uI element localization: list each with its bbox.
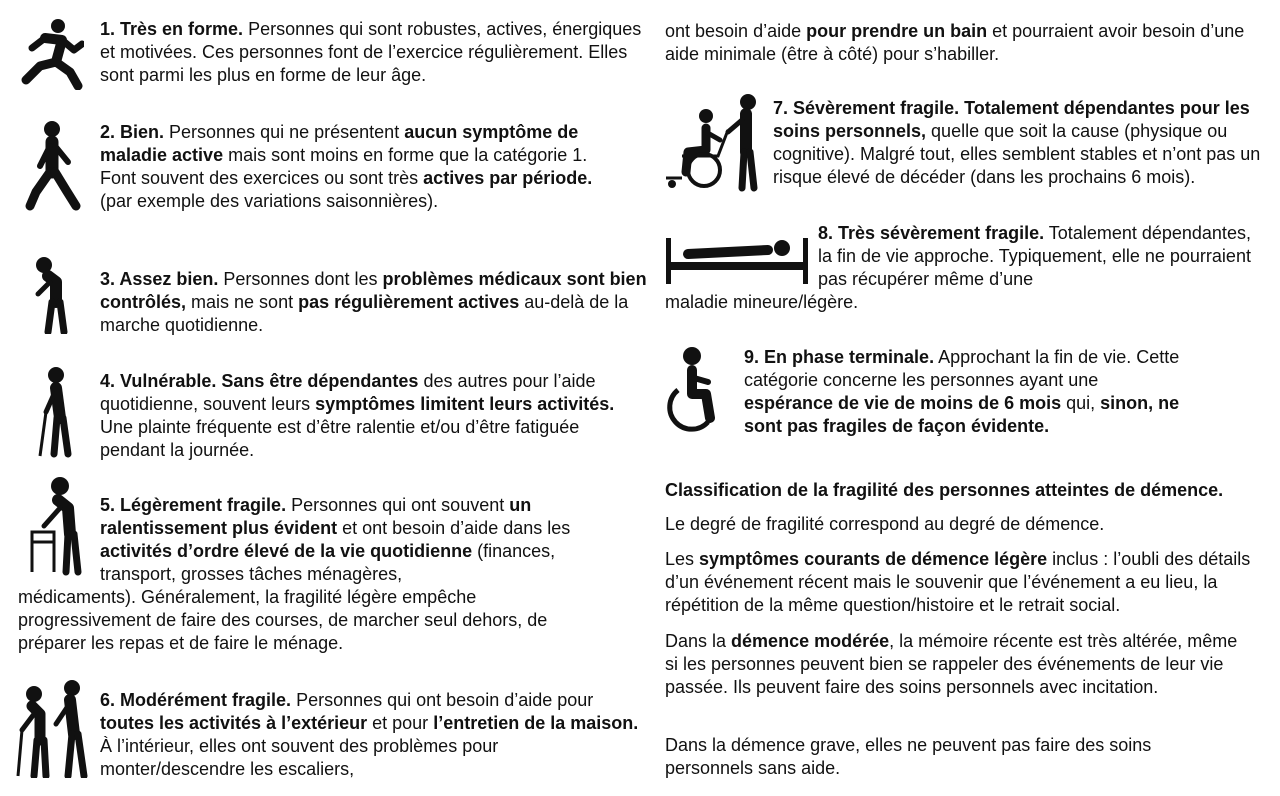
text-run: Les xyxy=(665,549,700,569)
text-run: Dans la démence grave, elles ne peuvent pas faire des soins personnels sans aide. xyxy=(665,735,1157,778)
text-run: actives par période. xyxy=(423,168,593,188)
dementia-heading xyxy=(665,479,1275,502)
text-run: Classification de la fragilité des personnes atteintes de démence. xyxy=(665,480,1224,500)
text-run: 4. Vulnérable. Sans être dépendantes xyxy=(100,371,419,391)
dementia-paragraph-4 xyxy=(665,734,1195,780)
text-run: ont besoin d’aide xyxy=(665,21,807,41)
text-run: 9. En phase terminale. xyxy=(744,347,935,367)
text-run: Une plainte fréquente est d’être ralentie et/ou d’être fatiguée pendant la journée. xyxy=(100,394,620,460)
person-with-cane-icon xyxy=(32,366,76,458)
text-run: 1. Très en forme. xyxy=(100,19,244,39)
category-6-text xyxy=(100,689,648,781)
category-4-text xyxy=(100,370,630,462)
text-run: pour prendre un bain xyxy=(806,21,988,41)
category-8-text xyxy=(818,222,1258,291)
category-9-text xyxy=(744,346,1185,438)
text-run: Personnes qui ont besoin d’aide pour xyxy=(291,690,599,710)
text-run: médicaments). Généralement, la fragilité légère empêche progressivement de faire des courses, de marcher seul dehors, de préparer les repas et de faire le ménage. xyxy=(18,587,553,653)
text-run: qui, xyxy=(1061,393,1101,413)
text-run: sinon, ne sont pas fragiles de façon évidente. xyxy=(744,393,1185,436)
category-1-text xyxy=(100,18,648,87)
text-run: 2. Bien. xyxy=(100,122,165,142)
text-run: 8. Très sévèrement fragile. xyxy=(818,223,1045,243)
text-run: et pour xyxy=(367,713,434,733)
category-7-text xyxy=(773,97,1273,189)
category-5-text xyxy=(100,494,612,586)
text-run: aucun symptôme de maladie active xyxy=(100,122,584,165)
person-in-bed-icon xyxy=(664,234,810,286)
text-run: inclus : l’oubli des détails d’un événement récent mais le souvenir que l’événement a eu lieu, la répétition de la même question/histoire et le retrait social. xyxy=(665,549,1256,615)
text-run: mais sont moins en forme que la catégorie 1. Font souvent des exercices ou sont très xyxy=(100,145,593,188)
text-run: pas régulièrement actives xyxy=(298,292,520,312)
text-run: Personnes dont les xyxy=(218,269,383,289)
text-run: 3. Assez bien. xyxy=(100,269,219,289)
text-run: 5. Légèrement fragile. xyxy=(100,495,287,515)
dementia-paragraph-1 xyxy=(665,513,1275,536)
text-run: , la mémoire récente est très altérée, même si les personnes peuvent bien se rappeler des événements de leur vie passée. Ils peuvent faire des soins personnels avec incitation. xyxy=(665,631,1243,697)
walking-person-icon xyxy=(22,120,82,212)
text-run: quelle que soit la cause (physique ou cognitive). Malgré tout, elles semblent stables et n’ont pas un risque élevé de décéder (dans les prochains 6 mois). xyxy=(773,121,1266,187)
text-run: des autres pour l’aide quotidienne, souvent leurs xyxy=(100,371,601,414)
category-8-text-continued xyxy=(665,291,1265,314)
text-run: Dans la xyxy=(665,631,732,651)
text-run: Personnes qui ne présentent xyxy=(164,122,405,142)
category-5-text-continued xyxy=(18,586,613,655)
text-run: un ralentissement plus évident xyxy=(100,495,537,538)
text-run: mais ne sont xyxy=(186,292,299,312)
wheelchair-person-icon xyxy=(664,346,722,436)
text-run: et pourraient avoir besoin d’une aide minimale (être à côté) pour s’habiller. xyxy=(665,21,1250,64)
running-person-icon xyxy=(18,18,84,90)
text-run: symptômes courants de démence légère xyxy=(699,549,1048,569)
text-run: l’entretien de la maison. xyxy=(433,713,639,733)
text-run: Le degré de fragilité correspond au degré de démence. xyxy=(665,514,1105,534)
text-run: au-delà de la marche quotidienne. xyxy=(100,292,634,335)
category-3-text xyxy=(100,268,652,337)
text-run: Personnes qui sont robustes, actives, énergiques et motivées. Ces personnes font de l’exercice régulièrement. Elles sont parmi les plus en forme de leur âge. xyxy=(100,19,647,85)
stooped-person-icon xyxy=(30,256,72,334)
text-run: (par exemple des variations saisonnières). xyxy=(100,168,598,211)
text-run: Totalement dépendantes, la fin de vie approche. Typiquement, elle ne pourraient pas récupérer même d’une xyxy=(818,223,1256,289)
text-run: (finances, transport, grosses tâches ménagères, xyxy=(100,541,561,584)
text-run: problèmes médicaux sont bien contrôlés, xyxy=(100,269,652,312)
dementia-paragraph-3 xyxy=(665,630,1255,699)
text-run: espérance de vie de moins de 6 mois xyxy=(744,393,1062,413)
two-persons-with-cane-icon xyxy=(10,678,94,778)
text-run: maladie mineure/légère. xyxy=(665,292,859,312)
text-run: 6. Modérément fragile. xyxy=(100,690,292,710)
text-run: Approchant la fin de vie. Cette catégorie concerne les personnes ayant une xyxy=(744,347,1185,390)
text-run: À l’intérieur, elles ont souvent des problèmes pour monter/descendre les escaliers, xyxy=(100,713,644,779)
text-run: démence modérée xyxy=(731,631,890,651)
text-run: toutes les activités à l’extérieur xyxy=(100,713,368,733)
category-6-text-continued xyxy=(665,20,1265,66)
category-2-text xyxy=(100,121,620,213)
text-run: 7. Sévèrement fragile. Totalement dépendantes pour les soins personnels, xyxy=(773,98,1255,141)
person-with-walker-icon xyxy=(28,476,84,576)
wheelchair-with-caregiver-icon xyxy=(662,92,766,192)
dementia-paragraph-2 xyxy=(665,548,1277,617)
text-run: et ont besoin d’aide dans les xyxy=(337,518,576,538)
text-run: activités d’ordre élevé de la vie quotidienne xyxy=(100,541,473,561)
text-run: Personnes qui ont souvent xyxy=(286,495,510,515)
text-run: symptômes limitent leurs activités. xyxy=(315,394,615,414)
